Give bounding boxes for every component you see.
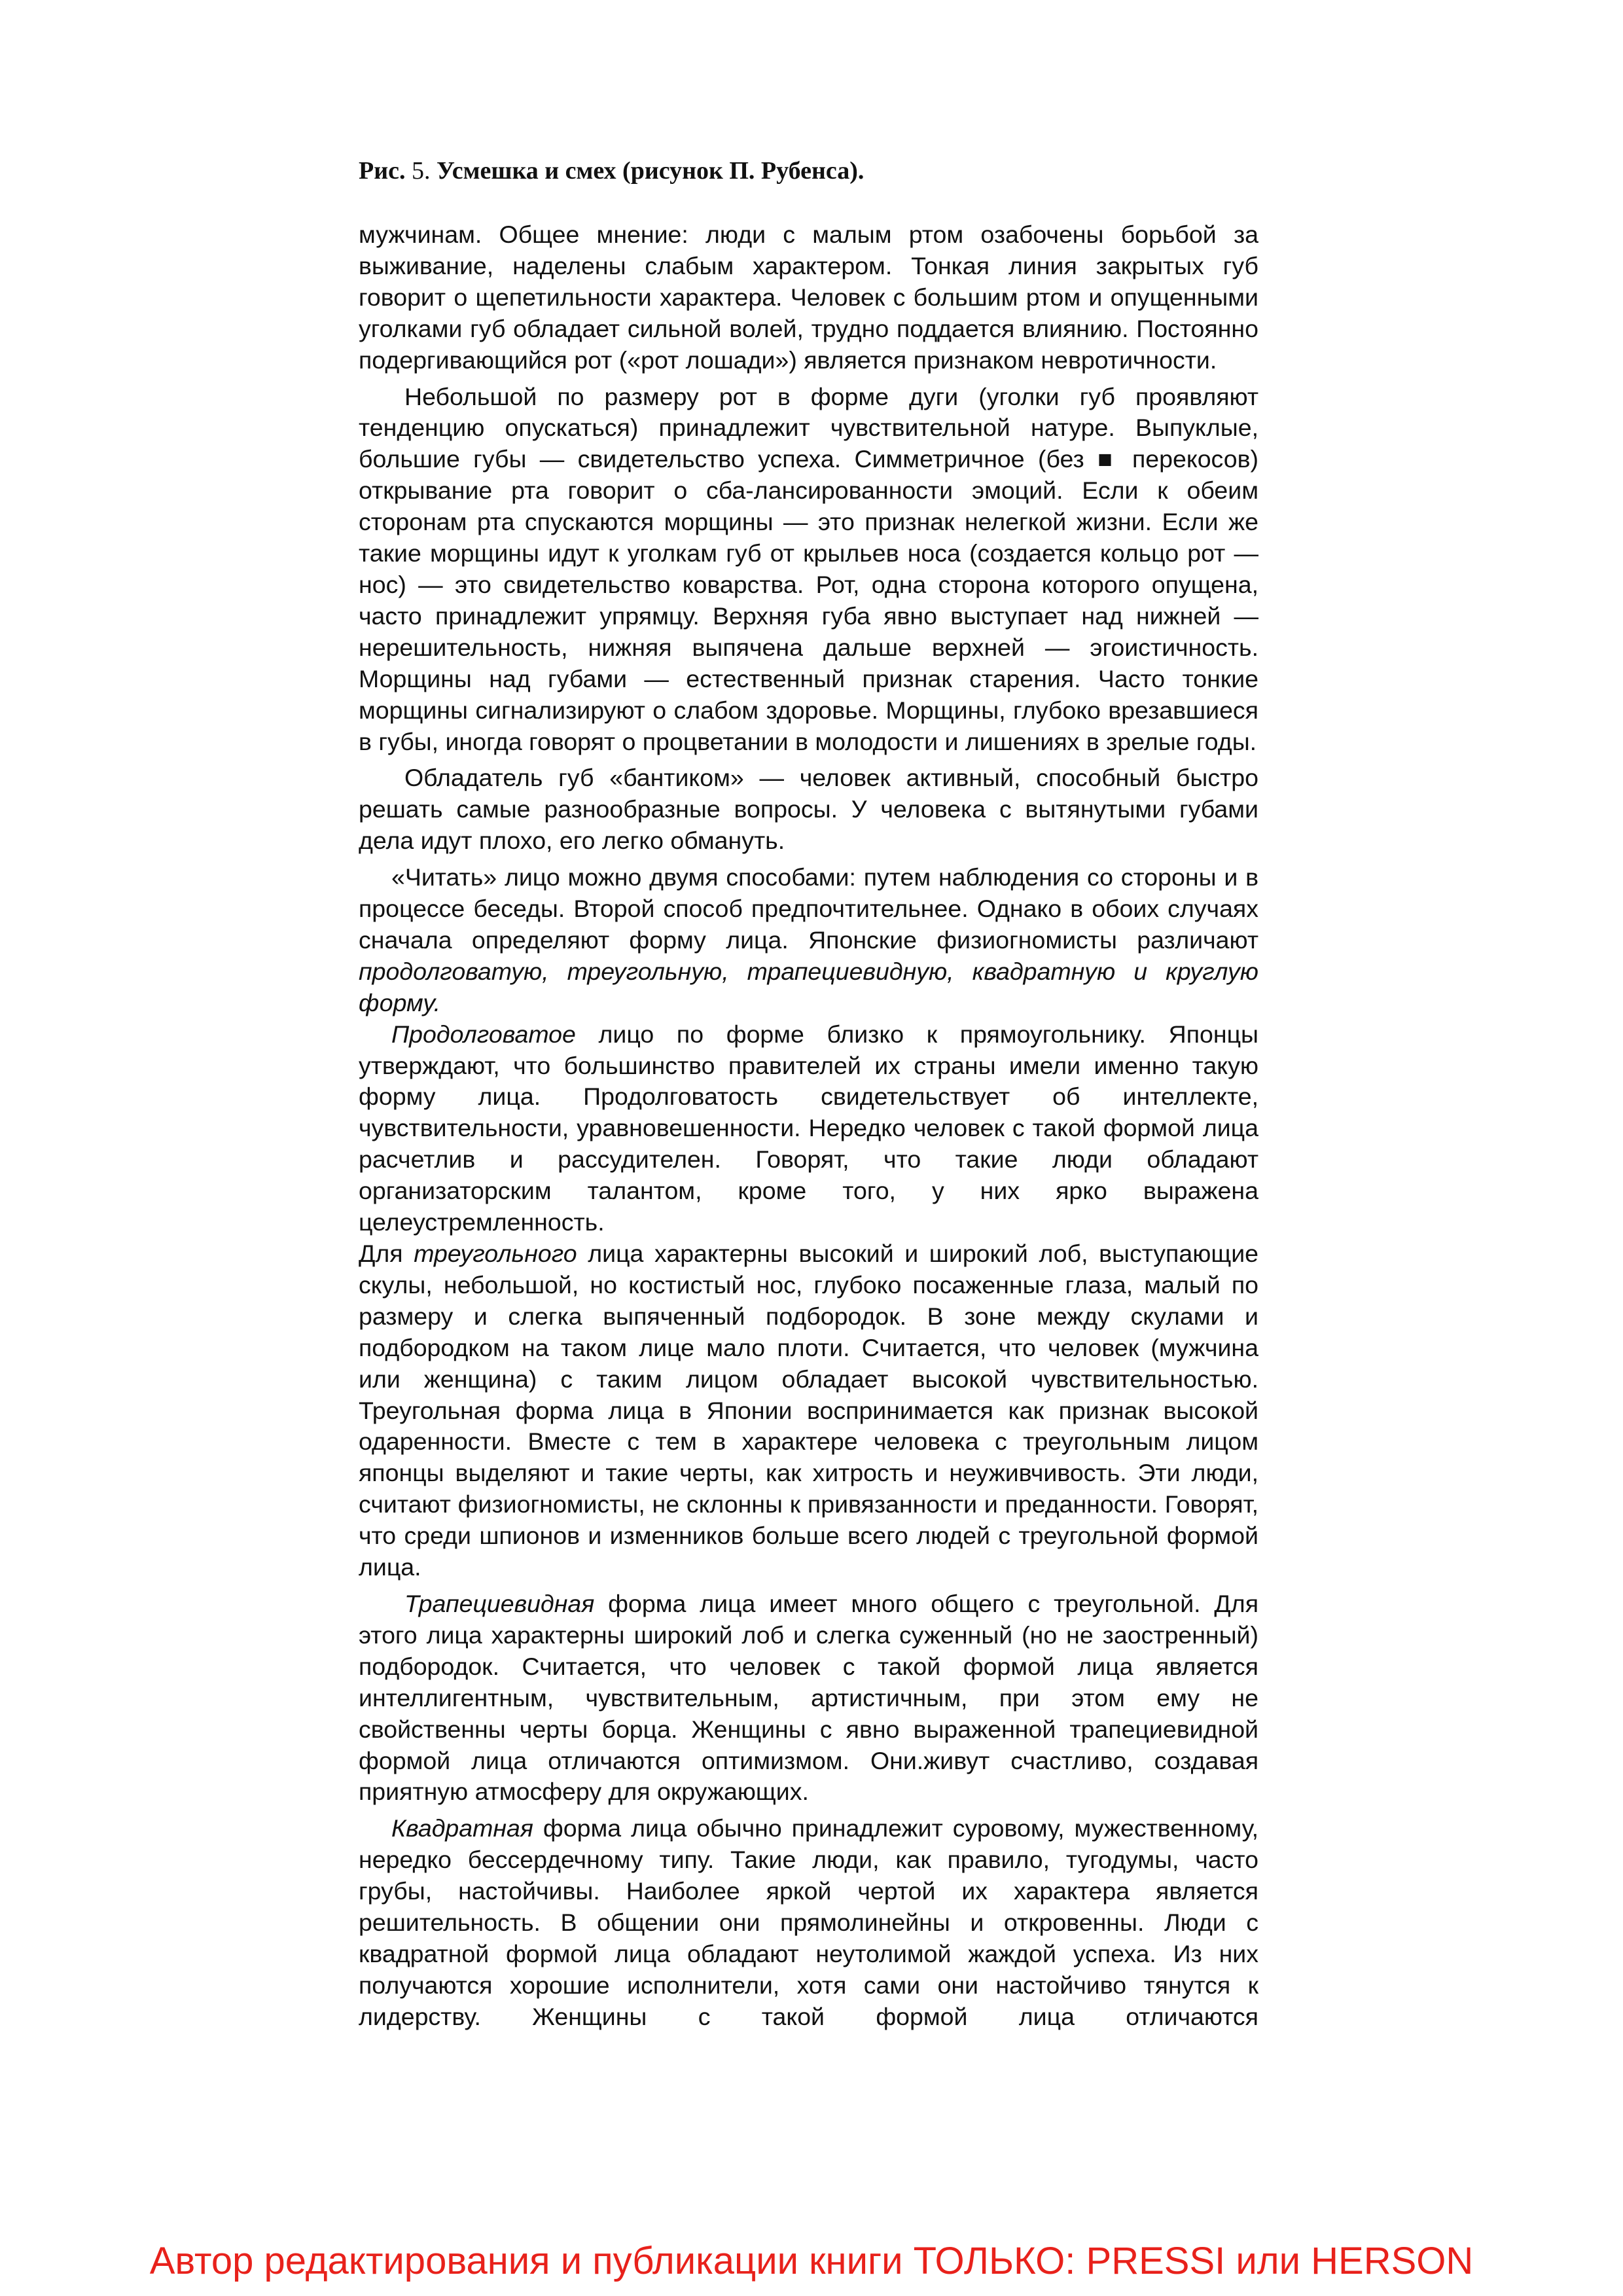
reading-face-text: «Читать» лицо можно двумя способами: путем наблюдения со стороны и в процессе беседы. Второй способ предпочтительнее. Однако в обоих случаях сначала определяют форму лица. Японские физиогномисты различают [359, 863, 1258, 954]
term-elongated: Продолговатое [391, 1020, 576, 1048]
triangular-prefix: Для [359, 1240, 403, 1267]
paragraph-bow-lips: Обладатель губ «бантиком» — человек активный, способный быстро решать самые разнообразные вопросы. У человека с вытянутыми губами дела идут плохо, его легко обмануть. [359, 764, 1258, 855]
elongated-text: лицо по форме близко к прямоугольнику. Японцы утверждают, что большинство правителей их страны имели именно такую форму лица. Продолговатость свидетельствует об интеллекте, чувствительности, уравновешенности. Нередко человек с такой формой лица расчетлив и рассудителен. Говорят, что такие люди обладают организаторским талантом, кроме того, у них ярко выражена целеустремленность. [359, 1020, 1259, 1236]
square-text: форма лица обычно принадлежит суровому, мужественному, нередко бессердечному типу. Такие люди, как правило, тугодумы, часто грубы, настойчивы. Наиболее яркой чертой их характера является решительность. В общении они прямолинейны и откровенны. Люди с квадратной формой лица обладают неутолимой жаждой успеха. Из них получаются хорошие исполнители, хотя сами они настойчиво тянутся к лидерству. Женщины с такой формой лица отличаются [359, 1814, 1258, 2030]
term-triangular: треугольного [414, 1240, 577, 1267]
face-shapes-list: продолговатую, треугольную, трапециевидную, квадратную и круглую форму. [359, 957, 1258, 1016]
term-trapezoid: Трапециевидная [404, 1589, 595, 1617]
paragraph-mouth-shape: Небольшой по размеру рот в форме дуги (уголки губ проявляют тенденцию опускаться) принадлежит чувствительной натуре. Выпуклые, большие губы — свидетельство успеха. Симметричное (без ■ перекосов) открывание рта говорит о сба-лансированности эмоций. Если к обеим сторонам рта спускаются морщины — это признак нелегкой жизни. Если же такие морщины идут к уголкам губ от крыльев носа (создается кольцо рот — нос) — это свидетельство коварства. Рот, одна сторона которого опущена, часто принадлежит упрямцу. Верхняя губа явно выступает над нижней — нерешительность, нижняя выпячена дальше верхней — эгоистичность. Морщины над губами — естественный признак старения. Часто тонкие морщины сигнализируют о слабом здоровье. Морщины, глубоко врезавшиеся в губы, иногда говорят о процветании в молодости и лишениях в зрелые годы. [359, 382, 1258, 755]
paragraph-triangular-face [359, 1238, 1258, 1583]
publisher-banner: Автор редактирования и публикации книги ТОЛЬКО: PRESSI или HERSON [149, 2240, 1474, 2282]
paragraph-mouth-size: мужчинам. Общее мнение: люди с малым ртом озабочены борьбой за выживание, наделены слабым характером. Тонкая линия закрытых губ говорит о щепетильности характера. Человек с большим ртом и опущенными уголками губ обладает сильной волей, трудно поддается влиянию. Постоянно подергивающийся рот («рот лошади») является признаком невротичности. [359, 221, 1258, 374]
caption-prefix: Рис. [359, 157, 406, 185]
term-square: Квадратная [391, 1814, 533, 1842]
body-text [359, 219, 1258, 2033]
trapezoid-text: форма лица имеет много общего с треугольной. Для этого лица характерны широкий лоб и слегка суженный (но не заостренный) подбородок. Считается, что человек с такой формой лица является интеллигентным, чувствительным, артистичным, при этом ему не свойственны черты борца. Женщины с явно выраженной трапециевидной формой лица отличаются оптимизмом. Они.живут счастливо, создавая приятную атмосферу для окружающих. [359, 1589, 1258, 1806]
caption-number: 5. [411, 157, 431, 185]
paragraph-square-face [359, 1813, 1258, 2032]
triangular-text: лица характерны высокий и широкий лоб, выступающие скулы, небольшой, но костистый нос, глубоко посаженные глаза, малый по размеру и слегка выпяченный подбородок. В зоне между скулами и подбородком на таком лице мало плоти. Считается, что человек (мужчина или женщина) с таким лицом обладает высокой чувствительностью. Треугольная форма лица в Японии воспринимается как признак высокой одаренности. Вместе с тем в характере человека с треугольным лицом японцы выделяют и такие черты, как хитрость и неуживчивость. Эти люди, считают физиогномисты, не склонны к привязанности и преданности. Говорят, что среди шпионов и изменников больше всего людей с треугольной формой лица. [359, 1240, 1259, 1581]
paragraph-elongated-face [359, 1019, 1258, 1238]
figure-caption [359, 154, 864, 187]
paragraph-trapezoid-face [359, 1588, 1258, 1808]
caption-title: Усмешка и смех (рисунок П. Рубенса). [436, 157, 865, 185]
paragraph-reading-face [359, 862, 1258, 1019]
